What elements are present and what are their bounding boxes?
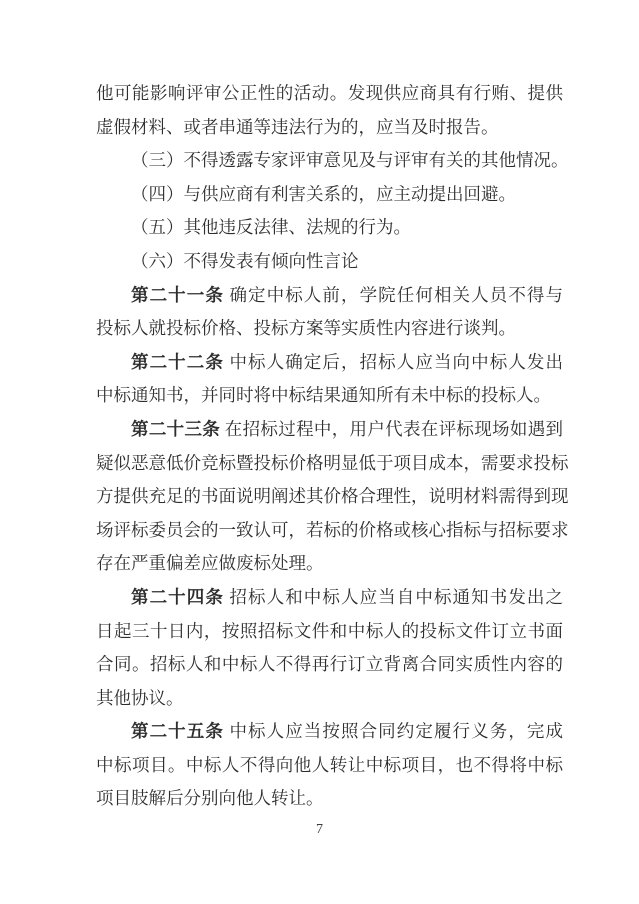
line-text: 确定中标人前，学院任何相关人员不得与 [229,284,564,305]
text-line: 中标项目。中标人不得向他人转让中标项目，也不得将中标 [96,754,563,775]
document-body [96,77,569,816]
text-line: 其他协议。 [96,687,184,708]
text-line: （四）与供应商有利害关系的，应主动提出回避。 [131,183,516,204]
article-number: 第二十一条 [131,284,224,305]
text-line: 存在严重偏差应做废标处理。 [96,553,324,574]
text-line: 疑似恶意低价竞标暨投标价格明显低于项目成本，需要求投标 [96,452,569,473]
page-number: 7 [316,822,323,837]
text-line [96,581,563,615]
text-line [96,279,563,313]
text-line: 合同。招标人和中标人不得再行订立背离合同实质性内容的 [96,654,563,675]
line-text: 中标人确定后，招标人应当向中标人发出 [229,351,564,372]
article-number: 第二十二条 [131,351,224,372]
text-line: 场评标委员会的一致认可，若标的价格或核心指标与招标要求 [96,519,569,540]
text-line: 中标通知书，并同时将中标结果通知所有未中标的投标人。 [96,385,551,406]
text-line: 投标人就投标价格、投标方案等实质性内容进行谈判。 [96,318,516,339]
text-line [96,715,563,749]
text-line: 日起三十日内，按照招标文件和中标人的投标文件订立书面 [96,620,563,641]
line-text: 招标人和中标人应当自中标通知书发出之 [229,586,564,607]
line-text: 中标人应当按照合同约定履行义务，完成 [229,721,564,742]
text-line: （六）不得发表有倾向性言论 [131,250,359,271]
text-line: （五）其他违反法律、法规的行为。 [131,217,411,238]
article-number: 第二十四条 [131,586,224,607]
text-line: 方提供充足的书面说明阐述其价格合理性，说明材料需得到现 [96,486,569,507]
text-line: 项目肢解后分别向他人转让。 [96,788,324,809]
text-line [96,413,563,447]
text-line: （三）不得透露专家评审意见及与评审有关的其他情况。 [131,150,569,171]
article-number: 第二十五条 [131,721,224,742]
line-text: 在招标过程中，用户代表在评标现场如遇到 [224,418,564,439]
text-line: 他可能影响评审公正性的活动。发现供应商具有行贿、提供 [96,83,563,103]
text-line [96,346,563,380]
article-number: 第二十三条 [131,418,221,439]
text-line: 虚假材料、或者串通等违法行为的，应当及时报告。 [96,116,499,137]
